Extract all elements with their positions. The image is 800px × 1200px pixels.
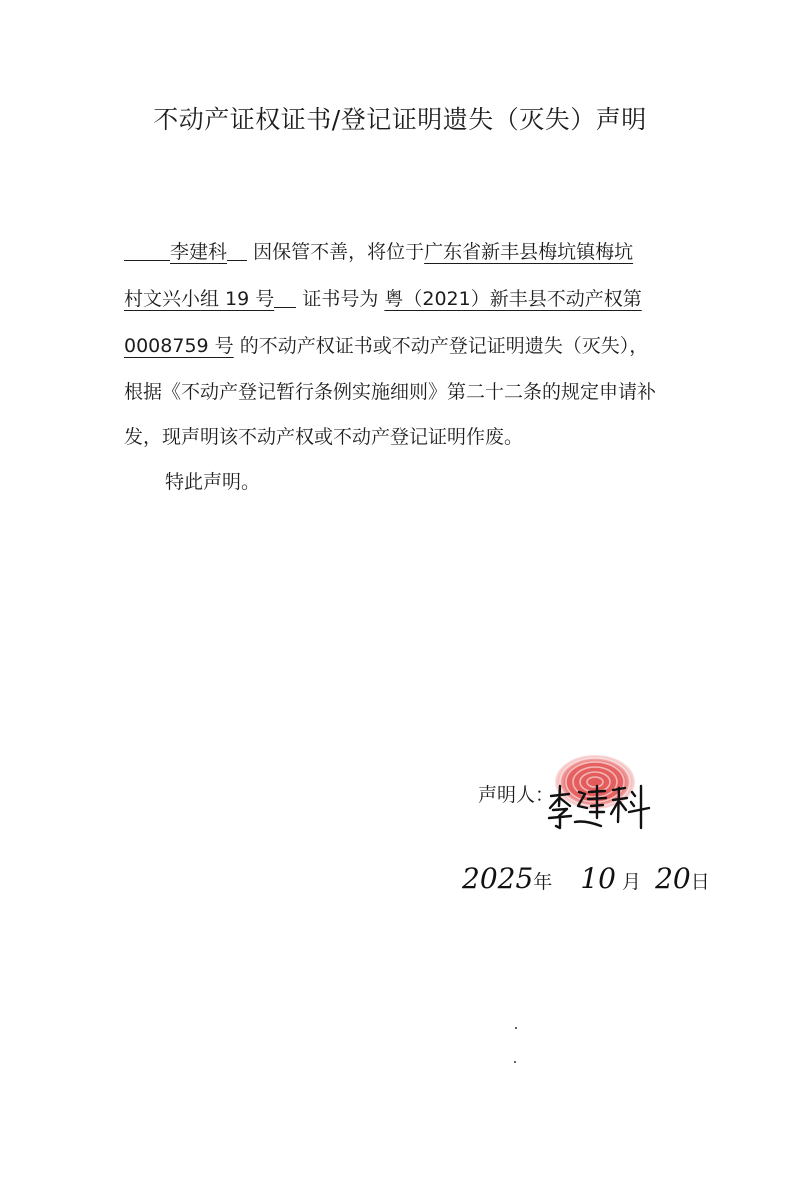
signature-label: 声明人： xyxy=(478,784,555,806)
closing-statement: 特此声明。 xyxy=(165,471,261,493)
date-year-handwritten: 2025 xyxy=(462,862,534,895)
body-line-5: 发，现声明该不动产权或不动产登记证明作废。 xyxy=(124,426,524,448)
address-part-2: 村文兴小组 19 号 xyxy=(124,288,275,310)
handwritten-signature xyxy=(545,782,655,832)
address-part-1: 广东省新丰县梅坑镇梅坑 xyxy=(424,241,634,263)
text-line-3-rest: 的不动产权证书或不动产登记证明遗失（灭失）， xyxy=(239,335,649,357)
document-title: 不动产证权证书/登记证明遗失（灭失）声明 xyxy=(153,105,647,134)
date-year-unit: 年 xyxy=(533,871,553,893)
body-line-1 xyxy=(124,240,633,264)
declarant-name: 李建科 xyxy=(170,241,228,263)
text-cert-no: 证书号为 xyxy=(302,288,379,310)
underline-blank xyxy=(227,241,247,261)
text-because: 因保管不善，将位于 xyxy=(253,241,425,263)
underline-blank xyxy=(274,288,296,308)
declaration-date xyxy=(462,862,710,906)
cert-number-part-1: 粤（2021）新丰县不动产权第 xyxy=(384,288,642,310)
scan-speck xyxy=(514,1061,516,1063)
body-line-3 xyxy=(124,334,648,358)
date-month-unit: 月 xyxy=(622,871,642,893)
underline-blank xyxy=(124,241,170,261)
date-day-handwritten: 20 xyxy=(655,862,691,895)
cert-number-part-2: 0008759 号 xyxy=(124,335,234,357)
body-line-4: 根据《不动产登记暂行条例实施细则》第二十二条的规定申请补 xyxy=(124,381,657,403)
scan-speck xyxy=(515,1027,517,1029)
date-month-handwritten: 10 xyxy=(580,862,616,895)
body-line-2 xyxy=(124,287,642,311)
date-day-unit: 日 xyxy=(690,871,710,893)
